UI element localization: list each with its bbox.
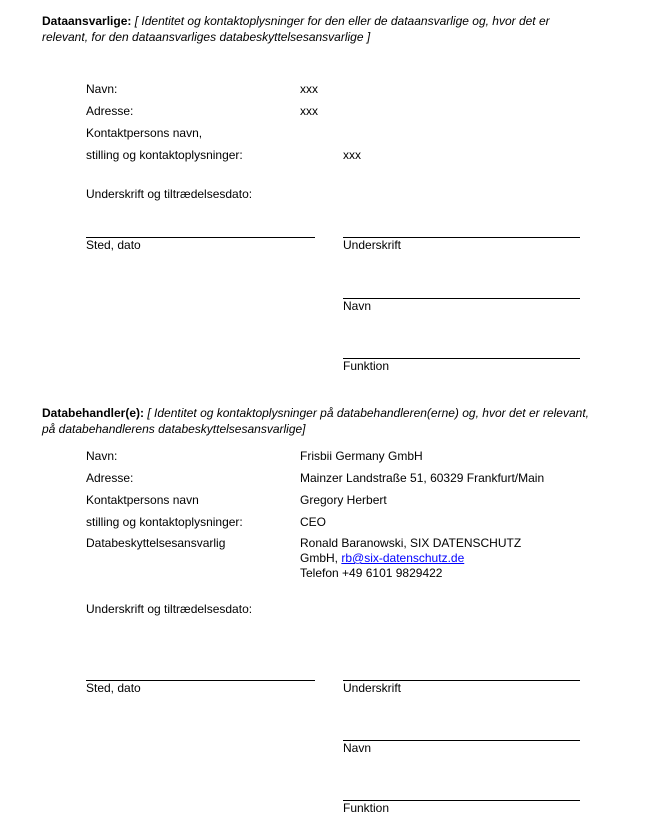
field-label: Navn:	[86, 449, 118, 463]
signature-row	[86, 740, 632, 756]
signature-spacer	[86, 298, 315, 314]
fields-databehandler	[86, 445, 632, 581]
signature-row	[86, 800, 632, 816]
signature-label-sted-dato: Sted, dato	[86, 681, 141, 695]
signature-label-underskrift: Underskrift	[343, 238, 402, 252]
section-dataansvarlige	[42, 13, 632, 374]
field-row-navn	[86, 78, 632, 100]
signature-block-databehandler	[86, 680, 632, 816]
field-value: Mainzer Landstraße 51, 60329 Frankfurt/Main	[300, 471, 545, 485]
field-label: stilling og kontaktoplysninger:	[86, 515, 243, 529]
field-row-stilling	[86, 511, 632, 533]
dpo-company-prefix: GmbH,	[300, 551, 342, 565]
signature-cell-underskrift	[343, 237, 580, 253]
signature-row	[86, 358, 632, 374]
section-description: [ Identitet og kontaktoplysninger for den eller de dataansvarlige og, hvor det er relevant, for den dataansvarliges databeskyttelsesansvarlige ]	[42, 14, 550, 44]
dpo-name-line: Ronald Baranowski, SIX DATENSCHUTZ	[300, 536, 522, 550]
field-label: Databeskyttelsesansvarlig	[86, 536, 226, 550]
field-label: stilling og kontaktoplysninger:	[86, 148, 243, 162]
signature-row	[86, 680, 632, 696]
field-value: CEO	[300, 515, 327, 529]
field-row-kontaktperson	[86, 122, 632, 144]
signature-cell-navn	[343, 740, 580, 756]
signature-cell-navn	[343, 298, 580, 314]
signature-date-prompt: Underskrift og tiltrædelsesdato:	[86, 602, 253, 616]
field-value: Gregory Herbert	[300, 493, 387, 507]
field-row-adresse	[86, 467, 632, 489]
field-label: Kontaktpersons navn	[86, 493, 199, 507]
signature-spacer	[86, 800, 315, 816]
dpo-phone-line: Telefon +49 6101 9829422	[300, 566, 443, 580]
field-label: Navn:	[86, 82, 118, 96]
field-row-stilling	[86, 144, 632, 166]
section-header	[42, 405, 591, 437]
signature-label-funktion: Funktion	[343, 359, 390, 373]
field-row-navn	[86, 445, 632, 467]
field-value: xxx	[343, 148, 361, 162]
field-value: xxx	[300, 82, 318, 96]
signature-label-navn: Navn	[343, 299, 372, 313]
fields-dataansvarlige	[86, 78, 632, 166]
section-databehandler	[42, 405, 632, 816]
signature-cell-underskrift	[343, 680, 580, 696]
signature-spacer	[86, 358, 315, 374]
signature-row	[86, 298, 632, 314]
field-row-kontaktperson	[86, 489, 632, 511]
signature-cell-sted-dato	[86, 680, 315, 696]
signature-cell-funktion	[343, 358, 580, 374]
field-value: Frisbii Germany GmbH	[300, 449, 423, 463]
signature-label-sted-dato: Sted, dato	[86, 238, 141, 252]
signature-cell-funktion	[343, 800, 580, 816]
field-label: Adresse:	[86, 471, 134, 485]
field-row-databeskyttelsesansvarlig	[86, 536, 632, 581]
field-value-dpo	[300, 536, 570, 581]
section-title: Databehandler(e):	[42, 406, 145, 420]
section-description: [ Identitet og kontaktoplysninger på databehandleren(erne) og, hvor det er relevant, på databehandlerens databeskyttelsesansvarlige]	[42, 406, 589, 436]
signature-label-underskrift: Underskrift	[343, 681, 402, 695]
signature-spacer	[86, 740, 315, 756]
field-value	[300, 122, 632, 144]
section-header	[42, 13, 591, 45]
signature-row	[86, 237, 632, 253]
signature-label-funktion: Funktion	[343, 801, 390, 815]
email-link[interactable]: rb@six-datenschutz.de	[341, 551, 465, 565]
field-value: xxx	[300, 104, 318, 118]
signature-label-navn: Navn	[343, 741, 372, 755]
field-row-adresse	[86, 100, 632, 122]
signature-block-dataansvarlige	[86, 237, 632, 374]
signature-cell-sted-dato	[86, 237, 315, 253]
field-label: Kontaktpersons navn,	[86, 126, 203, 140]
section-title: Dataansvarlige:	[42, 14, 132, 28]
signature-date-prompt: Underskrift og tiltrædelsesdato:	[86, 187, 253, 201]
field-label: Adresse:	[86, 104, 134, 118]
